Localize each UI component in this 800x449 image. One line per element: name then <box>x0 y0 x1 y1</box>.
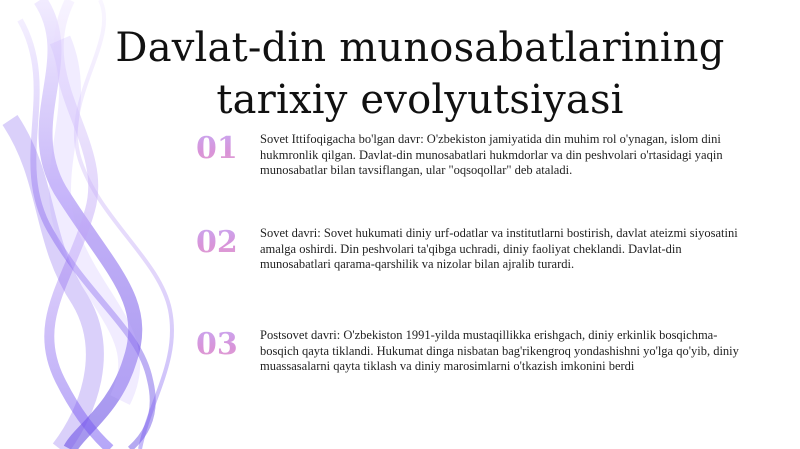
item-text: Sovet davri: Sovet hukumati diniy urf-odatlar va institutlarni bostirish, davlat ateizmi siyosatini amalga oshirdi. Din peshvolari ta'qibga uchradi, diniy faoliyat cheklandi. Davlat-din munosabatlari qarama-qarshilik va nizolar bilan ajralib turardi. <box>260 226 738 271</box>
slide-title: Davlat-din munosabatlarining tarixiy evolyutsiyasi <box>115 25 725 123</box>
item-number: 02 <box>196 226 248 260</box>
item-number: 01 <box>196 132 248 166</box>
item-text: Postsovet davri: O'zbekiston 1991-yilda mustaqillikka erishgach, diniy erkinlik bosqichma-bosqich qayta tiklandi. Hukumat dinga nisbatan bag'rikengroq yondashishni yo'lga qo'yib, diniy muassasalarni qayta tiklash va diniy marosimlarni o'tkazish imkonini berdi <box>260 328 739 373</box>
item-text: Sovet Ittifoqigacha bo'lgan davr: O'zbekiston jamiyatida din muhim rol o'ynagan, islom dini hukmronlik qilgan. Davlat-din munosabatlari hukmdorlar va din peshvolari o'rtasidagi yaqin munosabatlar bilan tavsiflangan, ular "oqsoqollar" deb ataladi. <box>260 132 723 177</box>
item-number: 03 <box>196 328 248 362</box>
